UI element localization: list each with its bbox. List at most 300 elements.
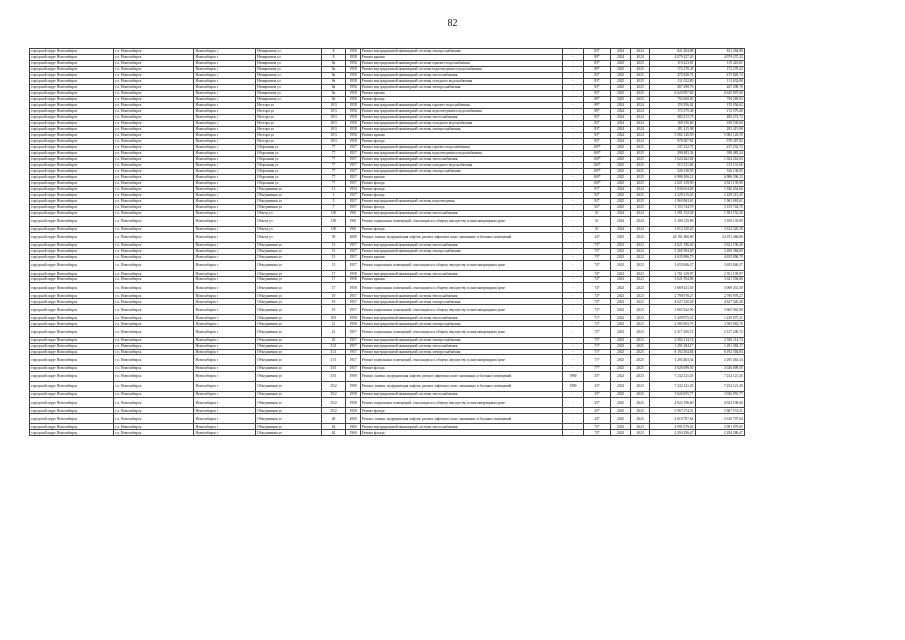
house-cell: 8а [321,60,346,66]
house-cell: 17 [321,283,346,293]
house-cell: 31/1 [321,355,346,365]
table-row [30,232,745,242]
work-type-cell: Ремонт внутридомовой инженерной системы теплоснабжения [360,392,562,398]
owner-cell: городской округ Новосибирск [30,150,114,156]
owner-cell: городской округ Новосибирск [30,162,114,168]
plan-end-cell: 2025 [630,192,650,198]
limit-cell: 111 032,80 [695,78,744,84]
street-cell: Объединения ул [255,283,321,293]
work-type-cell: Ремонт, замена, модернизация лифтов, ремонт лифтовых шахт, машинных и блочных помещений [360,232,562,242]
street-cell: Объединения ул [255,277,321,283]
extra-year-cell: - [563,414,584,424]
limit-cell: 6 620 897,60 [695,90,744,96]
year-cell: 1958 [346,126,360,132]
plan-start-cell: 2023 [611,321,631,327]
house-cell: 8а [321,72,346,78]
limit-cell: 313 131,66 [695,162,744,168]
plan-end-cell: 2024 [630,120,650,126]
city-cell: Новосибирск г [194,254,256,260]
plan-start-cell: 2025 [611,156,631,162]
extra-year-cell: - [563,66,584,72]
cost-cell: 2 991 079,65 [650,424,695,430]
house-cell: 19 [321,293,346,299]
owner-cell: городской округ Новосибирск [30,293,114,299]
year-cell: 2000 [346,414,360,424]
extra-year-cell: - [563,192,584,198]
year-cell: 1957 [346,150,360,156]
category-cell: 35* [583,408,611,414]
extra-year-cell: - [563,283,584,293]
plan-start-cell: 2025 [611,150,631,156]
city-cell: Новосибирск г [194,271,256,277]
city-cell: Новосибирск г [194,327,256,337]
category-cell: 73* [583,305,611,315]
limit-cell: 4 627 320,28 [695,299,744,305]
work-type-cell: Ремонт внутридомовой инженерной системы электроснабжения [360,299,562,305]
category-cell: 92* [583,192,611,198]
table-row [30,371,745,381]
year-cell: 1958 [346,84,360,90]
limit-cell: 119 423,81 [695,60,744,66]
plan-end-cell: 2023 [630,299,650,305]
owner-cell: городской округ Новосибирск [30,365,114,371]
year-cell: 1958 [346,60,360,66]
locality-cell: г.о. Новосибирск [114,180,194,186]
owner-cell: городской округ Новосибирск [30,120,114,126]
city-cell: Новосибирск г [194,198,256,204]
house-cell: 35/2 [321,398,346,408]
owner-cell: городской округ Новосибирск [30,216,114,226]
city-cell: Новосибирск г [194,343,256,349]
extra-year-cell: - [563,210,584,216]
street-cell: Объединения ул [255,186,321,192]
house-cell: 77 [321,144,346,150]
street-cell: Объединения ул [255,305,321,315]
locality-cell: г.о. Новосибирск [114,254,194,260]
street-cell: Объединения ул [255,198,321,204]
work-type-cell: Ремонт внутридомовой инженерной системы водоотведения [360,198,562,204]
limit-cell: 237 232,75 [695,144,744,150]
extra-year-cell: - [563,355,584,365]
street-cell: Объезд ул [255,216,321,226]
plan-start-cell: 2024 [611,120,631,126]
city-cell: Новосибирск г [194,349,256,355]
category-cell: 61 [583,226,611,232]
owner-cell: городской округ Новосибирск [30,96,114,102]
extra-year-cell: - [563,242,584,248]
extra-year-cell: - [563,49,584,55]
street-cell: Немировича ул [255,60,321,66]
year-cell: 1958 [346,90,360,96]
year-cell: 1957 [346,327,360,337]
work-type-cell: Ремонт фасада [360,204,562,210]
year-cell: 1958 [346,271,360,277]
street-cell: Объединения ул [255,343,321,349]
plan-start-cell: 2023 [611,430,631,436]
category-cell: 71* [583,355,611,365]
owner-cell: городской округ Новосибирск [30,226,114,232]
cost-cell: 4 922 196,60 [650,398,695,408]
house-cell: 15 [321,254,346,260]
category-cell: 24* [583,232,611,242]
house-cell: 8 [321,49,346,55]
city-cell: Новосибирск г [194,84,256,90]
year-cell: 1957 [346,305,360,315]
year-cell: 1958 [346,398,360,408]
locality-cell: г.о. Новосибирск [114,84,194,90]
city-cell: Новосибирск г [194,78,256,84]
locality-cell: г.о. Новосибирск [114,242,194,248]
plan-end-cell: 2023 [630,321,650,327]
limit-cell: 485 272,73 [695,114,744,120]
limit-cell: 821 284,88 [695,49,744,55]
locality-cell: г.о. Новосибирск [114,424,194,430]
owner-cell: городской округ Новосибирск [30,424,114,430]
plan-end-cell: 2024 [630,114,650,120]
city-cell: Новосибирск г [194,424,256,430]
extra-year-cell: - [563,216,584,226]
limit-cell: 3 155 744,70 [695,204,744,210]
plan-start-cell: 2024 [611,132,631,138]
plan-end-cell: 2025 [630,90,650,96]
year-cell: 1958 [346,102,360,108]
cost-cell: 3 665 942,90 [650,305,695,315]
limit-cell: 3 655 846,37 [695,260,744,270]
city-cell: Новосибирск г [194,430,256,436]
extra-year-cell: - [563,72,584,78]
plan-start-cell: 2025 [611,90,631,96]
extra-year-cell: - [563,90,584,96]
work-type-cell: Ремонт фасада [360,226,562,232]
house-cell: 19/1 [321,315,346,321]
house-cell: 77 [321,162,346,168]
house-cell: 3 [321,192,346,198]
city-cell: Новосибирск г [194,60,256,66]
plan-start-cell: 2023 [611,254,631,260]
locality-cell: г.о. Новосибирск [114,414,194,424]
street-cell: Объединения ул [255,192,321,198]
extra-year-cell: - [563,232,584,242]
plan-start-cell: 2024 [611,216,631,226]
locality-cell: г.о. Новосибирск [114,198,194,204]
street-cell: Объединения ул [255,204,321,210]
plan-end-cell: 2025 [630,72,650,78]
year-cell: 1957 [346,365,360,371]
category-cell: 77* [583,365,611,371]
category-cell: 73* [583,248,611,254]
limit-cell: 4 922 196,60 [695,398,744,408]
plan-end-cell: 2023 [630,271,650,277]
extra-year-cell: 1990 [563,371,584,381]
category-cell: 33* [583,371,611,381]
street-cell: Объединения ул [255,408,321,414]
extra-year-cell: - [563,254,584,260]
locality-cell: г.о. Новосибирск [114,162,194,168]
limit-cell: 5 967 574,21 [695,408,744,414]
owner-cell: городской округ Новосибирск [30,138,114,144]
house-cell: 100 [321,210,346,216]
category-cell: 100* [583,150,611,156]
extra-year-cell: - [563,349,584,355]
year-cell: 1957 [346,162,360,168]
extra-year-cell: 1990 [563,381,584,391]
street-cell: Оборонная ул [255,162,321,168]
plan-end-cell: 2023 [630,260,650,270]
year-cell: 1960 [346,430,360,436]
owner-cell: городской округ Новосибирск [30,84,114,90]
limit-cell: 3 026 855,77 [695,392,744,398]
house-cell: 10/3 [321,108,346,114]
extra-year-cell: - [563,132,584,138]
plan-start-cell: 2023 [611,424,631,430]
work-type-cell: Ремонт подвальных помещений, относящихся к общему имуществу в многоквартирном доме [360,216,562,226]
year-cell: 1957 [346,180,360,186]
plan-start-cell: 2023 [611,371,631,381]
cost-cell: 526 138,95 [650,168,695,174]
limit-cell: 5 269 384,69 [695,248,744,254]
owner-cell: городской округ Новосибирск [30,114,114,120]
city-cell: Новосибирск г [194,102,256,108]
limit-cell: 2 790 978,27 [695,293,744,299]
street-cell: Нестора ул [255,114,321,120]
plan-start-cell: 2025 [611,78,631,84]
street-cell: Объезд ул [255,210,321,216]
city-cell: Новосибирск г [194,54,256,60]
extra-year-cell: - [563,343,584,349]
city-cell: Новосибирск г [194,355,256,365]
table-row [30,430,745,436]
table-row [30,283,745,293]
city-cell: Новосибирск г [194,120,256,126]
limit-cell: 1 429 875,31 [695,315,744,321]
extra-year-cell: - [563,144,584,150]
locality-cell: г.о. Новосибирск [114,321,194,327]
street-cell: Объединения ул [255,414,321,424]
street-cell: Объединения ул [255,365,321,371]
plan-end-cell: 2025 [630,84,650,90]
plan-end-cell: 2023 [630,371,650,381]
work-type-cell: Ремонт, замена, модернизация лифтов, ремонт лифтовых шахт, машинных и блочных помещений [360,381,562,391]
year-cell: 1957 [346,254,360,260]
limit-cell: 7 232 121,45 [695,381,744,391]
plan-start-cell: 2023 [611,337,631,343]
street-cell: Объединения ул [255,371,321,381]
category-cell: 100* [583,180,611,186]
plan-start-cell: 2025 [611,174,631,180]
year-cell: 1958 [346,321,360,327]
house-cell: 10/3 [321,114,346,120]
cost-cell: 3 021 594,86 [650,277,695,283]
plan-start-cell: 2025 [611,343,631,349]
limit-cell: 3 021 594,86 [695,277,744,283]
plan-end-cell: 2025 [630,392,650,398]
limit-cell: 3 106 135,80 [695,216,744,226]
cost-cell: 2 294 286,47 [650,430,695,436]
extra-year-cell: - [563,198,584,204]
limit-cell: 2 585 063,76 [695,321,744,327]
category-cell: 72* [583,327,611,337]
cost-cell: 172 379,40 [650,108,695,114]
street-cell: Нестора ул [255,138,321,144]
house-cell: 35/2 [321,408,346,414]
extra-year-cell: - [563,293,584,299]
work-type-cell: Ремонт внутридомовой инженерной системы холодного водоснабжения [360,162,562,168]
cost-cell: 2 317 200,72 [650,327,695,337]
work-type-cell: Ремонт внутридомовой инженерной системы электроснабжения [360,337,562,343]
limit-cell: 2 761 139,97 [695,271,744,277]
work-type-cell: Ремонт фасада [360,96,562,102]
category-cell: 24* [583,414,611,424]
plan-end-cell: 2023 [630,283,650,293]
plan-start-cell: 2025 [611,392,631,398]
house-cell: 8а [321,90,346,96]
category-cell: 73* [583,260,611,270]
cost-cell: 2 229 215,45 [650,192,695,198]
plan-start-cell: 2025 [611,168,631,174]
category-cell: 73* [583,293,611,299]
plan-end-cell: 2025 [630,168,650,174]
category-cell: 100* [583,174,611,180]
owner-cell: городской округ Новосибирск [30,414,114,424]
cost-cell: 4 079 237,43 [650,54,695,60]
city-cell: Новосибирск г [194,381,256,391]
cost-cell: 1 581 152,36 [650,210,695,216]
category-cell: 89* [583,108,611,114]
limit-cell: 1 291 384,17 [695,343,744,349]
owner-cell: городской округ Новосибирск [30,232,114,242]
city-cell: Новосибирск г [194,150,256,156]
work-type-cell: Ремонт внутридомовой инженерной системы горячего водоснабжения [360,102,562,108]
owner-cell: городской округ Новосибирск [30,371,114,381]
work-type-cell: Ремонт фасада [360,365,562,371]
category-cell: 83* [583,120,611,126]
city-cell: Новосибирск г [194,315,256,321]
year-cell: 1957 [346,355,360,365]
cost-cell: 821 284,88 [650,49,695,55]
limit-cell: 794 269,83 [695,96,744,102]
owner-cell: городской округ Новосибирск [30,102,114,108]
category-cell: 71* [583,315,611,321]
category-cell: 73* [583,337,611,343]
plan-start-cell: 2024 [611,226,631,232]
locality-cell: г.о. Новосибирск [114,232,194,242]
plan-start-cell: 2023 [611,277,631,283]
house-cell: 10/3 [321,132,346,138]
street-cell: Объединения ул [255,299,321,305]
street-cell: Нестора ул [255,126,321,132]
plan-start-cell: 2024 [611,138,631,144]
year-cell: 1958 [346,392,360,398]
year-cell: 1958 [346,78,360,84]
city-cell: Новосибирск г [194,174,256,180]
year-cell: 1957 [346,337,360,343]
table-row [30,414,745,424]
limit-cell: 2 610 707,64 [695,414,744,424]
house-cell: 77 [321,174,346,180]
owner-cell: городской округ Новосибирск [30,156,114,162]
table-row [30,260,745,270]
plan-start-cell: 2024 [611,126,631,132]
locality-cell: г.о. Новосибирск [114,381,194,391]
house-cell: 77 [321,180,346,186]
work-type-cell: Ремонт внутридомовой инженерной системы электроснабжения [360,84,562,90]
extra-year-cell: - [563,204,584,210]
house-cell: 15 [321,260,346,270]
table-row [30,381,745,391]
house-cell: 10/3 [321,126,346,132]
page-number: 82 [447,18,458,29]
extra-year-cell: - [563,248,584,254]
category-cell: 74* [583,283,611,293]
locality-cell: г.о. Новосибирск [114,144,194,150]
house-cell: 31/1 [321,349,346,355]
plan-start-cell: 2023 [611,305,631,315]
extra-year-cell: - [563,305,584,315]
street-cell: Объединения ул [255,242,321,248]
plan-start-cell: 2025 [611,192,631,198]
street-cell: Объезд ул [255,226,321,232]
limit-cell: 4 079 237,43 [695,54,744,60]
cost-cell: 6 620 897,60 [650,90,695,96]
plan-end-cell: 2023 [630,293,650,299]
repair-program-table [29,48,745,436]
house-cell: 8а [321,78,346,84]
house-cell: 10/3 [321,120,346,126]
plan-start-cell: 2025 [611,198,631,204]
work-type-cell: Ремонт подвальных помещений, относящихся к общему имуществу в многоквартирном доме [360,260,562,270]
house-cell: 10/3 [321,138,346,144]
work-type-cell: Ремонт крыши [360,174,562,180]
plan-start-cell: 2024 [611,54,631,60]
year-cell: 1957 [346,349,360,355]
extra-year-cell: - [563,271,584,277]
work-type-cell: Ремонт фасада [360,192,562,198]
street-cell: Объединения ул [255,398,321,408]
plan-start-cell: 2023 [611,315,631,321]
cost-cell: 2 582 114,74 [650,337,695,343]
owner-cell: городской округ Новосибирск [30,126,114,132]
owner-cell: городской округ Новосибирск [30,90,114,96]
year-cell: 1957 [346,242,360,248]
street-cell: Нестора ул [255,132,321,138]
year-cell: 1958 [346,66,360,72]
category-cell: 83* [583,84,611,90]
plan-start-cell: 2025 [611,144,631,150]
plan-end-cell: 2025 [630,365,650,371]
limit-cell: 3 069 431,50 [695,283,744,293]
year-cell: 1957 [346,192,360,198]
city-cell: Новосибирск г [194,204,256,210]
house-cell: 48 [321,414,346,424]
category-cell: 73* [583,430,611,436]
house-cell: 77 [321,156,346,162]
locality-cell: г.о. Новосибирск [114,138,194,144]
plan-end-cell: 2025 [630,156,650,162]
plan-end-cell: 2023 [630,305,650,315]
extra-year-cell: - [563,315,584,321]
street-cell: Немировича ул [255,49,321,55]
year-cell: 2000 [346,232,360,242]
extra-year-cell: - [563,150,584,156]
extra-year-cell: - [563,408,584,414]
city-cell: Новосибирск г [194,180,256,186]
owner-cell: городской округ Новосибирск [30,210,114,216]
limit-cell: 3 665 942,90 [695,305,744,315]
plan-start-cell: 2025 [611,96,631,102]
cost-cell: 485 272,73 [650,114,695,120]
cost-cell: 1 963 063,61 [650,198,695,204]
work-type-cell: Ремонт внутридомовой инженерной системы электроснабжения [360,349,562,355]
